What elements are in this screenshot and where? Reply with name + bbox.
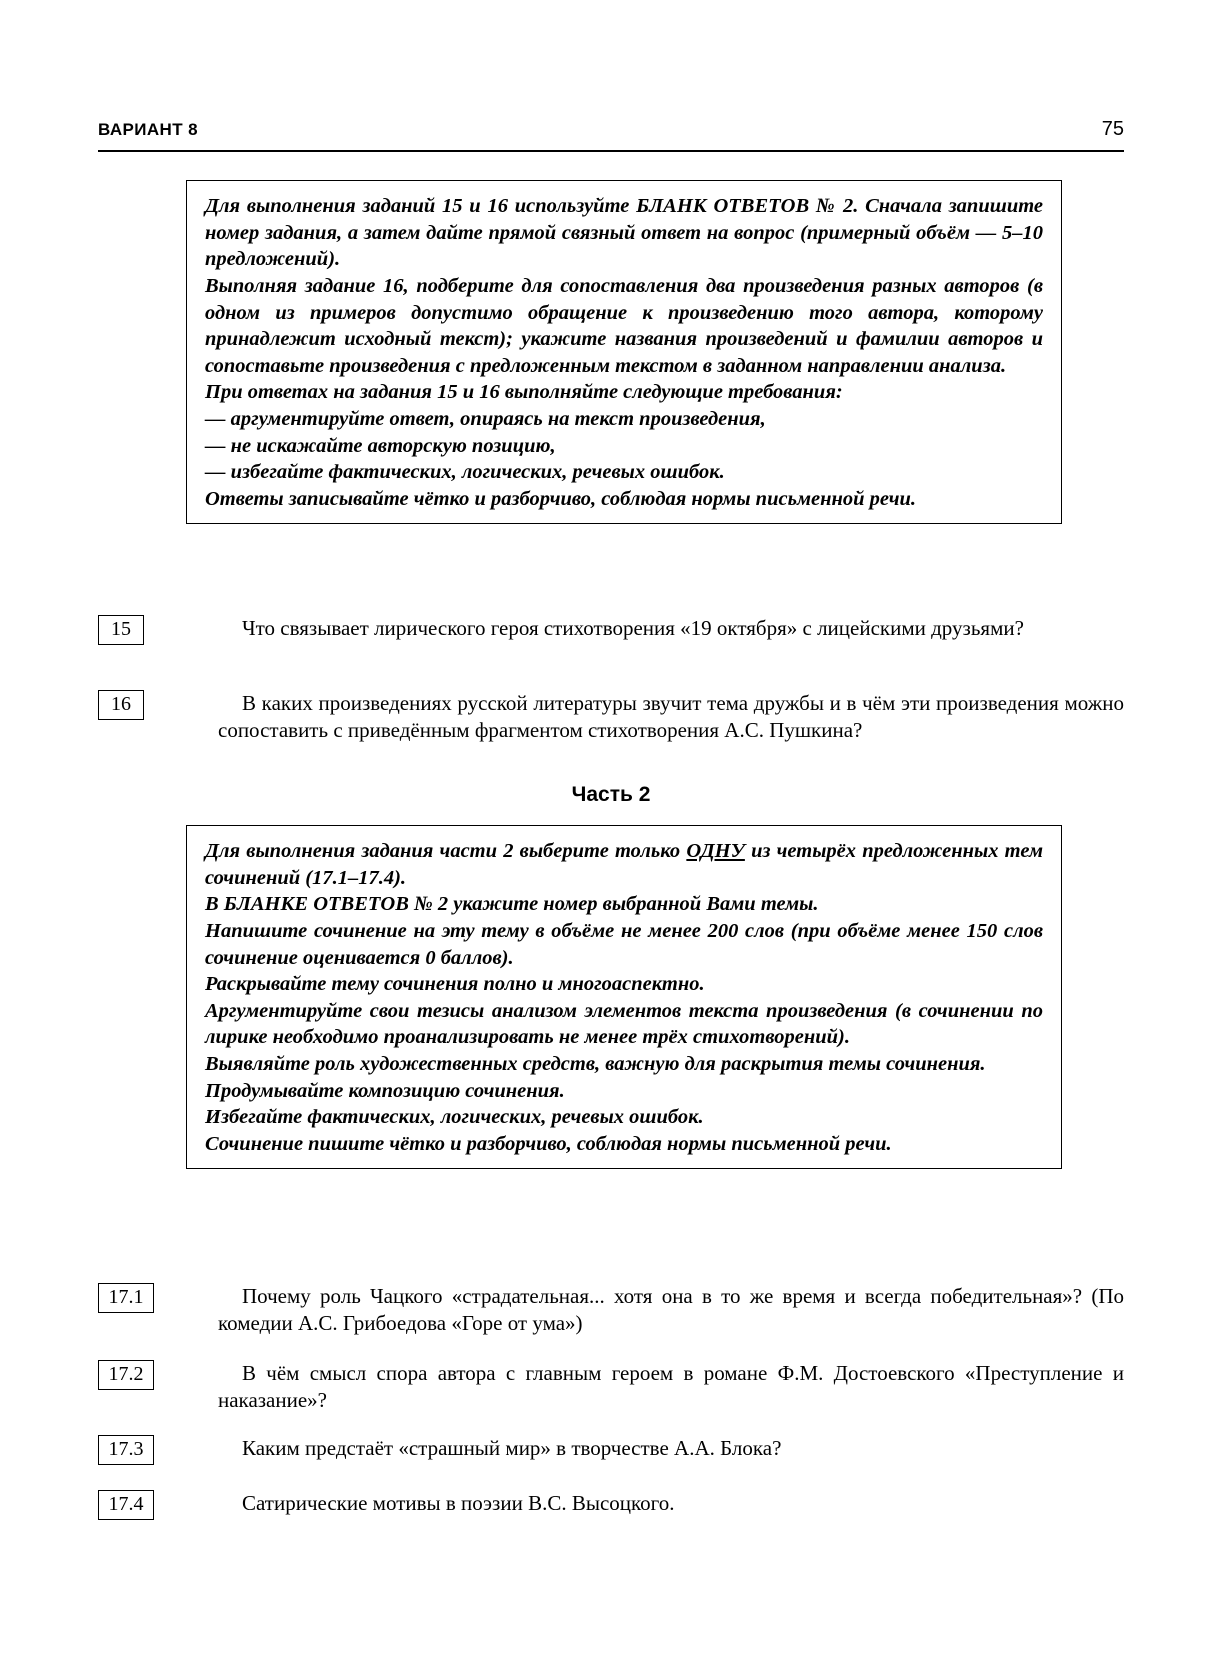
instruction-box-tasks-15-16 bbox=[186, 180, 1062, 524]
variant-label: ВАРИАНТ 8 bbox=[98, 120, 198, 139]
instruction-line: Избегайте фактических, логических, речевых ошибок. bbox=[205, 1106, 704, 1129]
instruction-line: Ответы записывайте чётко и разборчиво, соблюдая нормы письменной речи. bbox=[205, 488, 916, 511]
instruction-line: В БЛАНКЕ ОТВЕТОВ № 2 укажите номер выбранной Вами темы. bbox=[205, 893, 819, 916]
page-number: 75 bbox=[1101, 118, 1124, 140]
instruction-box-part-2 bbox=[186, 825, 1062, 1169]
question-row-16 bbox=[98, 690, 1124, 745]
instruction-line: Для выполнения заданий 15 и 16 используйте БЛАНК ОТВЕТОВ № 2. Сначала запишите номер задания, а затем дайте прямой связный ответ на вопрос (примерный объём — 5–10 предложений). bbox=[205, 195, 1043, 271]
question-row-17-3 bbox=[98, 1435, 1124, 1462]
question-number-17-2: 17.2 bbox=[98, 1360, 154, 1390]
question-number-15: 15 bbox=[98, 615, 144, 645]
instruction-line: Выявляйте роль художественных средств, важную для раскрытия темы сочинения. bbox=[205, 1053, 986, 1076]
question-number-16: 16 bbox=[98, 690, 144, 720]
question-number-17-1: 17.1 bbox=[98, 1283, 154, 1313]
part-2-heading: Часть 2 bbox=[571, 783, 651, 806]
question-text-15: Что связывает лирического героя стихотворения «19 октября» с лицейскими друзьями? bbox=[242, 616, 1024, 640]
instruction-line: При ответах на задания 15 и 16 выполняйте следующие требования: bbox=[205, 381, 843, 404]
page-header bbox=[98, 118, 1124, 141]
question-text-17-1: Почему роль Чацкого «страдательная... хотя она в то же время и всегда победительная»? (По комедии А.С. Грибоедова «Горе от ума») bbox=[218, 1284, 1124, 1336]
instruction-line: Напишите сочинение на эту тему в объёме не менее 200 слов (при объёме менее 150 слов сочинение оценивается 0 баллов). bbox=[205, 919, 1043, 969]
instruction-underlined-odnu: ОДНУ bbox=[686, 840, 745, 862]
question-text-17-2: В чём смысл спора автора с главным героем в романе Ф.М. Достоевского «Преступление и наказание»? bbox=[218, 1361, 1124, 1413]
question-text-16: В каких произведениях русской литературы звучит тема дружбы и в чём эти произведения можно сопоставить с приведённым фрагментом стихотворения А.С. Пушкина? bbox=[218, 691, 1124, 743]
instruction-text-b: из четырёх предложенных тем сочинений (17.1–17.4). bbox=[205, 840, 1043, 889]
question-number-17-4: 17.4 bbox=[98, 1490, 154, 1520]
question-row-15 bbox=[98, 615, 1124, 642]
question-row-17-1 bbox=[98, 1283, 1124, 1338]
instruction-line: Сочинение пишите чётко и разборчиво, соблюдая нормы письменной речи. bbox=[205, 1133, 892, 1156]
header-divider bbox=[98, 150, 1124, 152]
question-row-17-4 bbox=[98, 1490, 1124, 1517]
instruction-line: — не искажайте авторскую позицию, bbox=[205, 434, 556, 457]
instruction-line-choose-topic bbox=[205, 838, 1043, 891]
instruction-text-a: Для выполнения задания части 2 выберите только bbox=[205, 840, 687, 862]
question-text-17-4: Сатирические мотивы в поэзии В.С. Высоцкого. bbox=[242, 1491, 675, 1515]
question-number-17-3: 17.3 bbox=[98, 1435, 154, 1465]
question-row-17-2 bbox=[98, 1360, 1124, 1415]
instruction-line: — аргументируйте ответ, опираясь на текст произведения, bbox=[205, 408, 766, 431]
instruction-line: Выполняя задание 16, подберите для сопоставления два произведения разных авторов (в одном из примеров допустимо обращение к произведению того автора, которому принадлежит исходный текст); укажите названия произведений и фамилии авторов и сопоставьте произведения с предложенным текстом в заданном направлении анализа. bbox=[205, 274, 1043, 377]
instruction-line: Аргументируйте свои тезисы анализом элементов текста произведения (в сочинении по лирике необходимо проанализировать не менее трёх стихотворений). bbox=[205, 999, 1043, 1049]
instruction-line: Продумывайте композицию сочинения. bbox=[205, 1079, 565, 1102]
question-text-17-3: Каким предстаёт «страшный мир» в творчестве А.А. Блока? bbox=[242, 1436, 782, 1460]
instruction-line: — избегайте фактических, логических, речевых ошибок. bbox=[205, 461, 725, 484]
instruction-line: Раскрывайте тему сочинения полно и многоаспектно. bbox=[205, 973, 705, 996]
